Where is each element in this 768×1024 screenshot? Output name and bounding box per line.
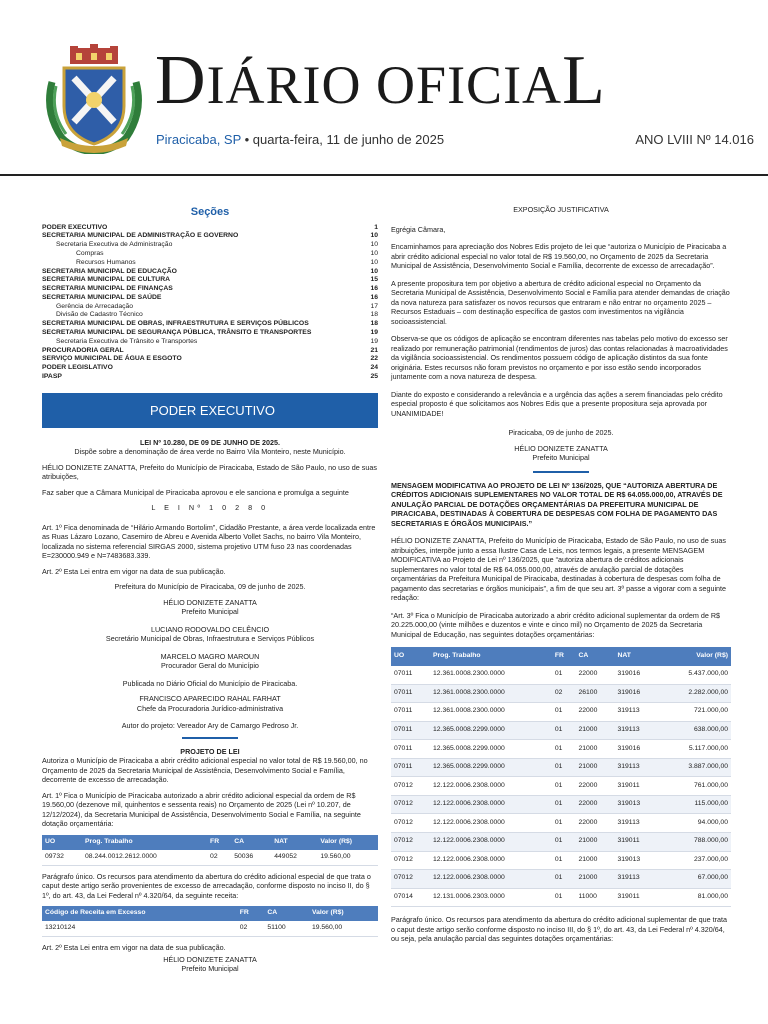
toc-entry[interactable] bbox=[42, 364, 378, 373]
table-cell: 5.437.000,00 bbox=[659, 666, 731, 684]
toc-entry-page: 17 bbox=[370, 302, 378, 310]
toc-entry-page: 15 bbox=[370, 276, 378, 284]
signatory-name: HÉLIO DONIZETE ZANATTA bbox=[163, 954, 257, 964]
table-cell: 12.122.0006.2308.0000 bbox=[430, 795, 552, 814]
table-cell: 22000 bbox=[575, 703, 614, 722]
table-cell: 01 bbox=[552, 703, 576, 722]
table-cell: 12.122.0006.2308.0000 bbox=[430, 833, 552, 852]
toc-entry[interactable] bbox=[42, 355, 378, 364]
table-header-cell: NAT bbox=[271, 835, 317, 850]
signatory-role: Procurador Geral do Município bbox=[161, 661, 259, 671]
table-cell: 09732 bbox=[42, 850, 82, 865]
table-header-cell: CA bbox=[264, 906, 309, 921]
table-cell: 26100 bbox=[575, 684, 614, 703]
table-cell: 07011 bbox=[391, 666, 430, 684]
table-cell: 761.000,00 bbox=[659, 777, 731, 796]
table-cell: 02 bbox=[237, 921, 265, 936]
toc-entry-page: 19 bbox=[370, 337, 378, 345]
table-cell: 319016 bbox=[614, 684, 659, 703]
edition-number: ANO LVIII Nº 14.016 bbox=[635, 132, 754, 147]
toc-entry-label: SECRETARIA MUNICIPAL DE SEGURANÇA PÚBLICA, TRÂNSITO E TRANSPORTES bbox=[42, 329, 312, 337]
signatory-name: HÉLIO DONIZETE ZANATTA bbox=[514, 443, 608, 453]
table-cell: 449052 bbox=[271, 850, 317, 865]
signature-block bbox=[391, 444, 731, 463]
table-cell: 2.282.000,00 bbox=[659, 684, 731, 703]
table-header-cell: NAT bbox=[614, 647, 659, 666]
table-cell: 13210124 bbox=[42, 921, 237, 936]
toc-entry-page: 19 bbox=[370, 329, 378, 337]
table-cell: 319011 bbox=[614, 833, 659, 852]
project-author: Autor do projeto: Vereador Ary de Camargo Pedroso Jr. bbox=[121, 721, 299, 731]
signature-block bbox=[42, 955, 378, 974]
table-row bbox=[42, 850, 378, 865]
toc-entry-label: SERVIÇO MUNICIPAL DE ÁGUA E ESGOTO bbox=[42, 355, 182, 363]
table-cell: 07012 bbox=[391, 795, 430, 814]
right-column bbox=[391, 205, 731, 950]
table-cell: 07011 bbox=[391, 740, 430, 759]
table-cell: 319013 bbox=[614, 795, 659, 814]
table-row bbox=[391, 888, 731, 907]
toc-entry-page: 21 bbox=[370, 346, 378, 354]
toc-entry-label: Secretaria Executiva de Administração bbox=[56, 241, 173, 249]
toc-entry-page: 10 bbox=[370, 241, 378, 249]
signatory-role: Prefeito Municipal bbox=[181, 607, 239, 617]
table-header-cell: UO bbox=[42, 835, 82, 850]
table-header-cell: Prog. Trabalho bbox=[430, 647, 552, 666]
toc-entry[interactable] bbox=[42, 285, 378, 294]
table-cell: 01 bbox=[552, 795, 576, 814]
signatory-role: Prefeito Municipal bbox=[181, 964, 239, 974]
table-cell: 319113 bbox=[614, 870, 659, 889]
toc-entry-page: 25 bbox=[370, 373, 378, 381]
toc-entry-label: SECRETARIA MUNICIPAL DE FINANÇAS bbox=[42, 285, 173, 293]
table-cell: 115.000,00 bbox=[659, 795, 731, 814]
justification-greeting: Egrégia Câmara, bbox=[391, 224, 446, 234]
message-paragraph-unico: Parágrafo único. Os recursos para atendimento da abertura do crédito adicional suplementar de que trata o caput deste artigo serão conforme disposto no inciso III, do § 1º, do art. 43, da Lei Federal nº 4.320/64, ou seja, pela anulação parcial das seguintes dotações orçamentárias: bbox=[391, 915, 728, 944]
toc-entry[interactable] bbox=[42, 268, 378, 277]
bill-paragraph: Parágrafo único. Os recursos para atendimento da abertura do crédito adicional especial de que trata o caput deste artigo serão provenientes de excesso de arrecadação, conforme disposto no inciso II, do § 1º, do art. 43, da Lei Federal nº 4.320/64, da seguinte receita: bbox=[42, 871, 371, 900]
toc-entry-page: 22 bbox=[370, 355, 378, 363]
section-divider bbox=[182, 737, 238, 739]
signatory-role: Prefeito Municipal bbox=[532, 453, 590, 462]
toc-entry-page: 18 bbox=[370, 320, 378, 328]
table-header-cell: UO bbox=[391, 647, 430, 666]
table-row bbox=[42, 921, 378, 936]
signature-block bbox=[42, 694, 378, 713]
table-cell: 07011 bbox=[391, 721, 430, 740]
table-of-contents bbox=[42, 224, 378, 382]
table-cell: 07012 bbox=[391, 851, 430, 870]
justification-paragraph: A presente propositura tem por objetivo a abertura de crédito adicional especial no Orçamento da Secretaria Municipal de Assistência, Desenvolvimento Social e Família para atender demandas de criação da nova natureza para satisfazer os novos recursos que entraram e não entrar no orçamento 2025 – Recursos Estaduais – com destinação específica de gastos com investimentos na vigilância socioassistencial. bbox=[391, 278, 730, 326]
toc-entry-label: Recursos Humanos bbox=[76, 258, 136, 266]
bill-article-1: Art. 1º Fica o Município de Piracicaba autorizado a abrir crédito adicional especial da ordem de R$ 19.560,00 (dezenove mil, quinhentos e sessenta reais) no Orçamento de 2025 (Lei nº 10.207, de 12/12/2024), da Secretaria Municipal de Assistência, Desenvolvimento Social e Família, na seguinte dotação orçamentária: bbox=[42, 790, 361, 829]
signature-block bbox=[42, 625, 378, 644]
table-cell: 5.117.000,00 bbox=[659, 740, 731, 759]
table-cell: 01 bbox=[552, 870, 576, 889]
revenue-table bbox=[42, 906, 378, 937]
table-cell: 01 bbox=[552, 666, 576, 684]
table-cell: 07014 bbox=[391, 888, 430, 907]
table-row bbox=[391, 740, 731, 759]
toc-entry[interactable] bbox=[42, 259, 378, 268]
masthead-header bbox=[0, 0, 768, 175]
toc-entry-label: SECRETARIA MUNICIPAL DE SAÚDE bbox=[42, 293, 162, 301]
bill-summary: Autoriza o Município de Piracicaba a abrir crédito adicional especial no valor total de R$ 19.560,00, no Orçamento de 2025 da Secretaria Municipal de Assistência, Desenvolvimento Social e Família, decorrente de excesso de arrecadação. bbox=[42, 756, 368, 785]
toc-entry[interactable] bbox=[42, 303, 378, 312]
toc-entry-label: PODER LEGISLATIVO bbox=[42, 364, 113, 372]
law-title: LEI Nº 10.280, DE 09 DE JUNHO DE 2025. bbox=[139, 437, 281, 447]
table-row bbox=[391, 684, 731, 703]
table-cell: 12.131.0006.2303.0000 bbox=[430, 888, 552, 907]
table-cell: 51100 bbox=[264, 921, 309, 936]
table-cell: 319113 bbox=[614, 758, 659, 777]
coat-of-arms-icon bbox=[40, 42, 148, 154]
toc-entry-label: PROCURADORIA GERAL bbox=[42, 346, 124, 354]
toc-entry-page: 10 bbox=[370, 267, 378, 275]
toc-entry-page: 1 bbox=[374, 223, 378, 231]
law-number-spaced: L E I Nº 1 0 2 8 0 bbox=[151, 503, 269, 513]
table-cell: 12.361.0008.2300.0000 bbox=[430, 684, 552, 703]
table-cell: 12.122.0006.2308.0000 bbox=[430, 851, 552, 870]
toc-entry-label: PODER EXECUTIVO bbox=[42, 223, 108, 231]
table-cell: 50036 bbox=[231, 850, 271, 865]
toc-entry-label: Compras bbox=[76, 249, 104, 257]
law-article-2: Art. 2º Esta Lei entra em vigor na data de sua publicação. bbox=[42, 566, 226, 576]
law-article-1: Art. 1º Fica denominada de “Hilário Armando Bortolim”, Cidadão Prestante, a área verde localizada entre as Ruas Lázaro Lozano, Casemiro de Abreu e Avenida Alberto Vollet Sachs, no bairro Vila Monteiro, localizada no sistema referencial SIRGAS 2000, sistema projetivo UTM fuso 23 nas coordenadas E=230000.949 e N=7483683.339. bbox=[42, 522, 376, 561]
table-cell: 3.887.000,00 bbox=[659, 758, 731, 777]
table-cell: 07011 bbox=[391, 684, 430, 703]
justification-title: EXPOSIÇÃO JUSTIFICATIVA bbox=[513, 205, 609, 214]
sections-title: Seções bbox=[190, 206, 230, 218]
table-cell: 01 bbox=[552, 740, 576, 759]
table-cell: 319113 bbox=[614, 721, 659, 740]
table-cell: 319113 bbox=[614, 703, 659, 722]
toc-entry-label: SECRETARIA MUNICIPAL DE OBRAS, INFRAESTRUTURA E SERVIÇOS PÚBLICOS bbox=[42, 320, 309, 328]
table-cell: 22000 bbox=[575, 814, 614, 833]
table-cell: 02 bbox=[552, 684, 576, 703]
toc-entry-label: Divisão de Cadastro Técnico bbox=[56, 311, 143, 319]
table-cell: 94.000,00 bbox=[659, 814, 731, 833]
table-cell: 721.000,00 bbox=[659, 703, 731, 722]
toc-entry-label: SECRETARIA MUNICIPAL DE EDUCAÇÃO bbox=[42, 267, 177, 275]
table-row bbox=[391, 721, 731, 740]
table-cell: 22000 bbox=[575, 666, 614, 684]
table-cell: 21000 bbox=[575, 833, 614, 852]
table-cell: 07012 bbox=[391, 833, 430, 852]
table-cell: 07011 bbox=[391, 758, 430, 777]
signature-block bbox=[42, 598, 378, 617]
toc-entry-label: SECRETARIA MUNICIPAL DE ADMINISTRAÇÃO E GOVERNO bbox=[42, 232, 239, 240]
toc-entry[interactable] bbox=[42, 373, 378, 382]
signatory-name: LUCIANO RODOVALDO CELÊNCIO bbox=[150, 624, 270, 634]
law-summary: Dispõe sobre a denominação de área verde no Bairro Vila Monteiro, neste Município. bbox=[74, 447, 346, 457]
toc-entry-page: 24 bbox=[370, 364, 378, 372]
table-cell: 12.122.0006.2308.0000 bbox=[430, 777, 552, 796]
signatory-name: HÉLIO DONIZETE ZANATTA bbox=[163, 597, 257, 607]
toc-entry[interactable] bbox=[42, 276, 378, 285]
table-cell: 22000 bbox=[575, 777, 614, 796]
table-header-cell: FR bbox=[207, 835, 231, 850]
table-cell: 319011 bbox=[614, 777, 659, 796]
toc-entry-label: IPASP bbox=[42, 373, 62, 381]
table-cell: 01 bbox=[552, 777, 576, 796]
toc-entry-page: 10 bbox=[370, 232, 378, 240]
table-cell: 19.560,00 bbox=[309, 921, 378, 936]
table-cell: 07012 bbox=[391, 870, 430, 889]
table-cell: 12.365.0008.2299.0000 bbox=[430, 721, 552, 740]
left-column bbox=[42, 205, 378, 982]
signatory-role: Chefe da Procuradoria Jurídico-administrativa bbox=[136, 703, 284, 713]
toc-entry-label: Gerência de Arrecadação bbox=[56, 302, 134, 310]
table-cell: 67.000,00 bbox=[659, 870, 731, 889]
section-divider bbox=[533, 471, 589, 473]
table-cell: 21000 bbox=[575, 758, 614, 777]
toc-entry-label: Secretaria Executiva de Trânsito e Transportes bbox=[56, 337, 198, 345]
toc-entry-label: SECRETARIA MUNICIPAL DE CULTURA bbox=[42, 276, 171, 284]
table-header-cell: CA bbox=[231, 835, 271, 850]
table-row bbox=[391, 795, 731, 814]
justification-paragraph: Encaminhamos para apreciação dos Nobres Edis projeto de lei que “autoriza o Município de Piracicaba a abrir crédito adicional especial no valor total de R$ 19.560,00, no Orçamento de 2025 da Secretaria Municipal de Assistência, Desenvolvimento Social e Família, decorrente de excesso de arrecadação”. bbox=[391, 242, 727, 270]
supplementary-credit-table bbox=[391, 647, 731, 907]
table-row bbox=[391, 758, 731, 777]
toc-entry-page: 18 bbox=[370, 311, 378, 319]
table-row bbox=[391, 833, 731, 852]
table-cell: 638.000,00 bbox=[659, 721, 731, 740]
justification-paragraph: Diante do exposto e considerando a relevância e a urgência das ações a serem financiadas pelo crédito especial proposto é que solicitamos aos Nobres Edis que a presente propositura seja aprovada por UNANIMIDADE! bbox=[391, 389, 723, 418]
table-cell: 81.000,00 bbox=[659, 888, 731, 907]
table-cell: 12.361.0008.2300.0000 bbox=[430, 703, 552, 722]
city-name: Piracicaba, SP bbox=[156, 132, 242, 147]
table-cell: 19.560,00 bbox=[317, 850, 378, 865]
publication-note: Publicada no Diário Oficial do Município de Piracicaba. bbox=[122, 678, 298, 688]
table-cell: 07011 bbox=[391, 703, 430, 722]
header-divider bbox=[0, 174, 768, 176]
table-row bbox=[391, 851, 731, 870]
table-header-cell: Valor (R$) bbox=[309, 906, 378, 921]
table-cell: 01 bbox=[552, 758, 576, 777]
table-cell: 11000 bbox=[575, 888, 614, 907]
message-paragraph: HÉLIO DONIZETE ZANATTA, Prefeito do Município de Piracicaba, Estado de São Paulo, no uso de suas atribuições, interpõe junto a essa Ilustre Casa de Leis, nos termos legais, a presente MENSAGEM MODIFICATIVA ao Projeto de Lei nº 136/2025, que “autoriza abertura de créditos adicionais suplementares no valor total de R$ 64.055.000,00, através de anulação parcial de dotações orçamentárias da Prefeitura Municipal de Piracicaba, destinadas à cobertura de despesas com folha de pagamento das secretarias e órgãos municipais”, a fim de que seu art. 3º passe a vigorar com a seguinte redação: bbox=[391, 536, 727, 602]
table-cell: 319113 bbox=[614, 814, 659, 833]
table-cell: 02 bbox=[207, 850, 231, 865]
table-cell: 12.122.0006.2308.0000 bbox=[430, 814, 552, 833]
table-header-cell: FR bbox=[552, 647, 576, 666]
section-band-poder-executivo: PODER EXECUTIVO bbox=[42, 393, 378, 428]
table-cell: 21000 bbox=[575, 721, 614, 740]
signatory-name: FRANCISCO APARECIDO RAHAL FARHAT bbox=[139, 694, 281, 704]
law-promulgation: Faz saber que a Câmara Municipal de Piracicaba aprovou e ele sanciona e promulga a seguinte bbox=[42, 487, 349, 497]
table-cell: 21000 bbox=[575, 851, 614, 870]
law-preamble: HÉLIO DONIZETE ZANATTA, Prefeito do Município de Piracicaba, Estado de São Paulo, no uso de suas atribuições, bbox=[42, 462, 377, 482]
table-header-cell: Valor (R$) bbox=[317, 835, 378, 850]
toc-entry-page: 10 bbox=[370, 258, 378, 266]
bill-title: PROJETO DE LEI bbox=[180, 746, 240, 756]
message-title: MENSAGEM MODIFICATIVA AO PROJETO DE LEI Nº 136/2025, QUE “AUTORIZA ABERTURA DE CRÉDITOS ADICIONAIS SUPLEMENTARES NO VALOR TOTAL DE R$ 64.055.000,00, ATRAVÉS DE ANULAÇÃO PARCIAL DE DOTAÇÕES ORÇAMENTÁRIAS DA PREFEITURA MUNICIPAL DE PIRACICABA, DESTINADAS À COBERTURA DE DESPESAS COM FOLHA DE PAGAMENTO DAS SECRETARIAS E ÓRGÃOS MUNICIPAIS.” bbox=[391, 480, 723, 528]
table-cell: 07012 bbox=[391, 777, 430, 796]
signature-block bbox=[42, 652, 378, 671]
bill-article-2: Art. 2º Esta Lei entra em vigor na data de sua publicação. bbox=[42, 943, 226, 953]
table-cell: 319016 bbox=[614, 740, 659, 759]
table-cell: 237.000,00 bbox=[659, 851, 731, 870]
toc-entry[interactable] bbox=[42, 232, 378, 241]
toc-entry[interactable] bbox=[42, 241, 378, 250]
publication-date: • quarta-feira, 11 de junho de 2025 bbox=[241, 132, 445, 147]
table-cell: 21000 bbox=[575, 740, 614, 759]
budget-allocation-table bbox=[42, 835, 378, 866]
table-cell: 21000 bbox=[575, 870, 614, 889]
table-header-cell: Prog. Trabalho bbox=[82, 835, 207, 850]
table-cell: 08.244.0012.2612.0000 bbox=[82, 850, 207, 865]
message-article-3: “Art. 3º Fica o Município de Piracicaba autorizado a abrir crédito adicional suplementar da ordem de R$ 20.225.000,00 (vinte milhões e duzentos e vinte e cinco mil) no Orçamento de 2025 da Secretaria Municipal de Educação, nas seguintes dotações orçamentárias: bbox=[391, 610, 721, 639]
table-row bbox=[391, 870, 731, 889]
table-header-cell: FR bbox=[237, 906, 265, 921]
publication-location-date bbox=[156, 131, 444, 148]
newspaper-title: DIÁRIO OFICIAL bbox=[155, 42, 606, 119]
table-cell: 07012 bbox=[391, 814, 430, 833]
table-row bbox=[391, 703, 731, 722]
table-cell: 319013 bbox=[614, 851, 659, 870]
justification-paragraph: Observa-se que os códigos de aplicação se encontram diferentes nas tabelas pelo motivo do excesso ser realizado por remuneração patrimonial (rendimentos de juros) das contas relacionadas à macroatividades da vigilância socioassistencial. Os rendimentos possuem código de aplicação distintos da sua fonte originária. Estes recursos não foram previstos no orçamento e por isso estão sendo incorporados juntamente com a nova natureza de despesa. bbox=[391, 334, 728, 381]
toc-entry[interactable] bbox=[42, 338, 378, 347]
justification-date: Piracicaba, 09 de junho de 2025. bbox=[508, 428, 614, 437]
law-place-date: Prefeitura do Município de Piracicaba, 09 de junho de 2025. bbox=[114, 582, 306, 592]
table-cell: 788.000,00 bbox=[659, 833, 731, 852]
signatory-role: Secretário Municipal de Obras, Infraestrutura e Serviços Públicos bbox=[105, 634, 315, 644]
table-cell: 01 bbox=[552, 851, 576, 870]
table-cell: 22000 bbox=[575, 795, 614, 814]
table-row bbox=[391, 777, 731, 796]
table-cell: 01 bbox=[552, 814, 576, 833]
toc-entry[interactable] bbox=[42, 224, 378, 233]
table-cell: 319011 bbox=[614, 888, 659, 907]
toc-entry[interactable] bbox=[42, 320, 378, 329]
table-header-cell: Código de Receita em Excesso bbox=[42, 906, 237, 921]
table-cell: 12.361.0008.2300.0000 bbox=[430, 666, 552, 684]
table-header-cell: CA bbox=[575, 647, 614, 666]
table-cell: 01 bbox=[552, 888, 576, 907]
toc-entry[interactable] bbox=[42, 311, 378, 320]
table-row bbox=[391, 666, 731, 684]
table-cell: 01 bbox=[552, 833, 576, 852]
toc-entry[interactable] bbox=[42, 329, 378, 338]
table-cell: 12.365.0008.2299.0000 bbox=[430, 758, 552, 777]
signatory-name: MARCELO MAGRO MAROUN bbox=[160, 651, 260, 661]
toc-entry[interactable] bbox=[42, 250, 378, 259]
table-cell: 319016 bbox=[614, 666, 659, 684]
table-cell: 12.122.0006.2308.0000 bbox=[430, 870, 552, 889]
toc-entry-page: 10 bbox=[370, 249, 378, 257]
table-row bbox=[391, 814, 731, 833]
table-header-cell: Valor (R$) bbox=[659, 647, 731, 666]
toc-entry-page: 16 bbox=[370, 285, 378, 293]
table-cell: 01 bbox=[552, 721, 576, 740]
toc-entry[interactable] bbox=[42, 294, 378, 303]
table-cell: 12.365.0008.2299.0000 bbox=[430, 740, 552, 759]
toc-entry-page: 16 bbox=[370, 293, 378, 301]
